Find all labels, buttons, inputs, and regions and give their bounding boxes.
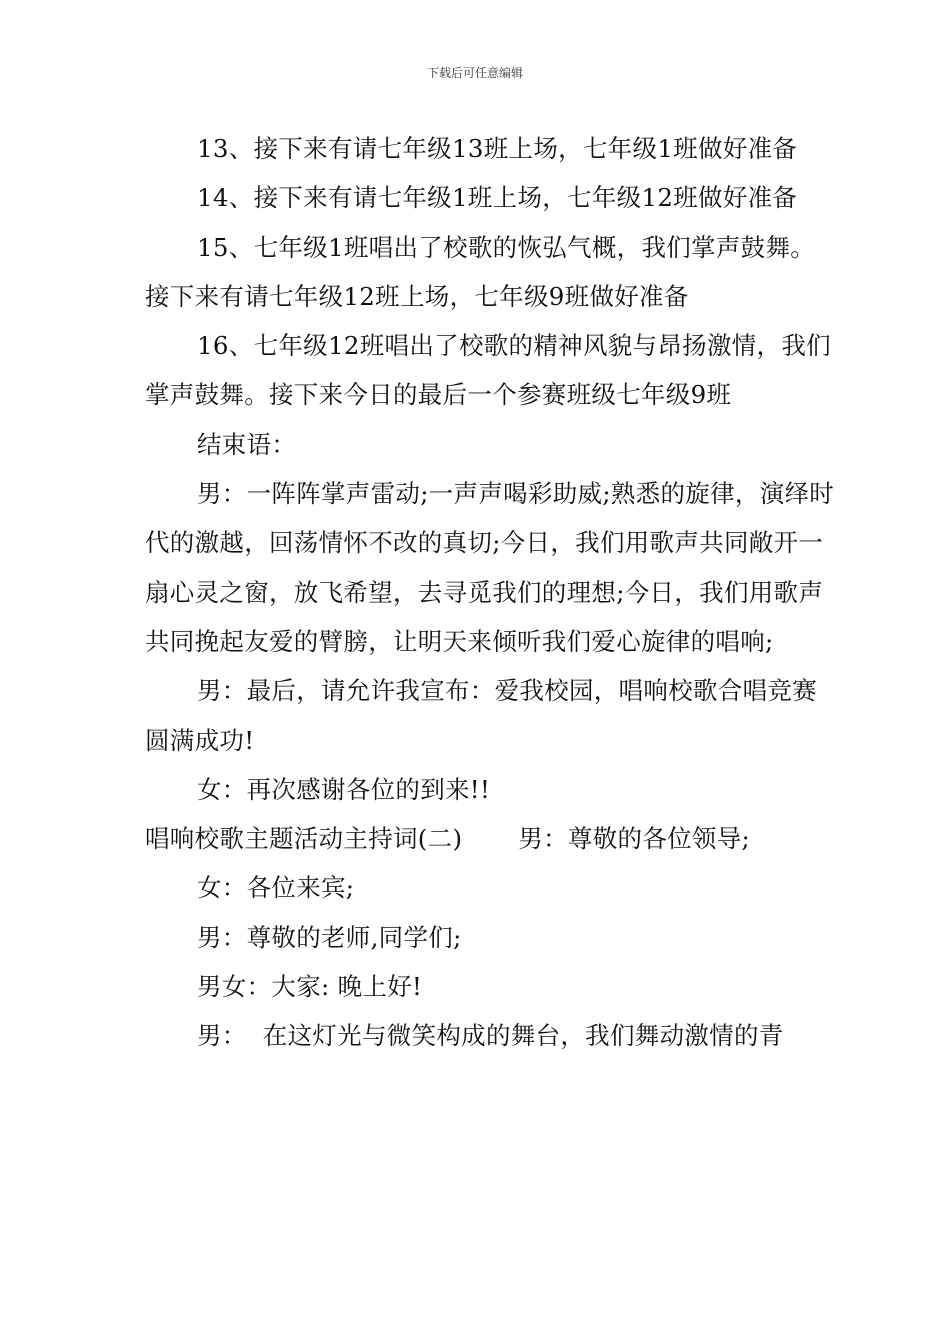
page-header-note: 下载后可任意编辑 (426, 66, 523, 80)
both-good-evening: 男女：大家: 晚上好! (197, 972, 423, 1002)
section-title: 唱响校歌主题活动主持词(二) (145, 824, 463, 854)
closing-male-announcement: 男：最后，请允许我宣布：爱我校园，唱响校歌合唱竞赛圆满成功! (145, 676, 817, 755)
paragraph-14: 14、接下来有请七年级1班上场，七年级12班做好准备 (197, 183, 798, 213)
closing-female-thanks: 女：再次感谢各位的到来!! (197, 774, 491, 804)
closing-heading: 结束语： (197, 429, 297, 459)
male-greeting-teachers: 男：尊敬的老师,同学们; (197, 922, 462, 952)
paragraph-16: 16、七年级12班唱出了校歌的精神风貌与昂扬激情，我们掌声鼓舞。接下来今日的最后一个参赛班级七年级9班 (145, 331, 831, 410)
closing-male-speech: 男：一阵阵掌声雷动;一声声喝彩助威;熟悉的旋律，演绎时代的激越，回荡情怀不改的真切;今日，我们用歌声共同敞开一扇心灵之窗，放飞希望，去寻觅我们的理想;今日，我们用歌声共同挽起友爱的臂膀，让明天来倾听我们爱心旋律的唱响; (145, 479, 835, 656)
paragraph-15: 15、七年级1班唱出了校歌的恢弘气概，我们掌声鼓舞。接下来有请七年级12班上场，七年级9班做好准备 (145, 232, 816, 311)
section-first-line: 男：尊敬的各位领导; (518, 824, 751, 854)
section-title-line (145, 814, 835, 863)
paragraph-13: 13、接下来有请七年级13班上场，七年级1班做好准备 (197, 134, 798, 163)
male-stage-opening: 男： 在这灯光与微笑构成的舞台，我们舞动激情的青 (197, 1021, 784, 1051)
document-body (145, 124, 835, 1061)
female-greeting-guests: 女：各位来宾; (197, 873, 355, 903)
